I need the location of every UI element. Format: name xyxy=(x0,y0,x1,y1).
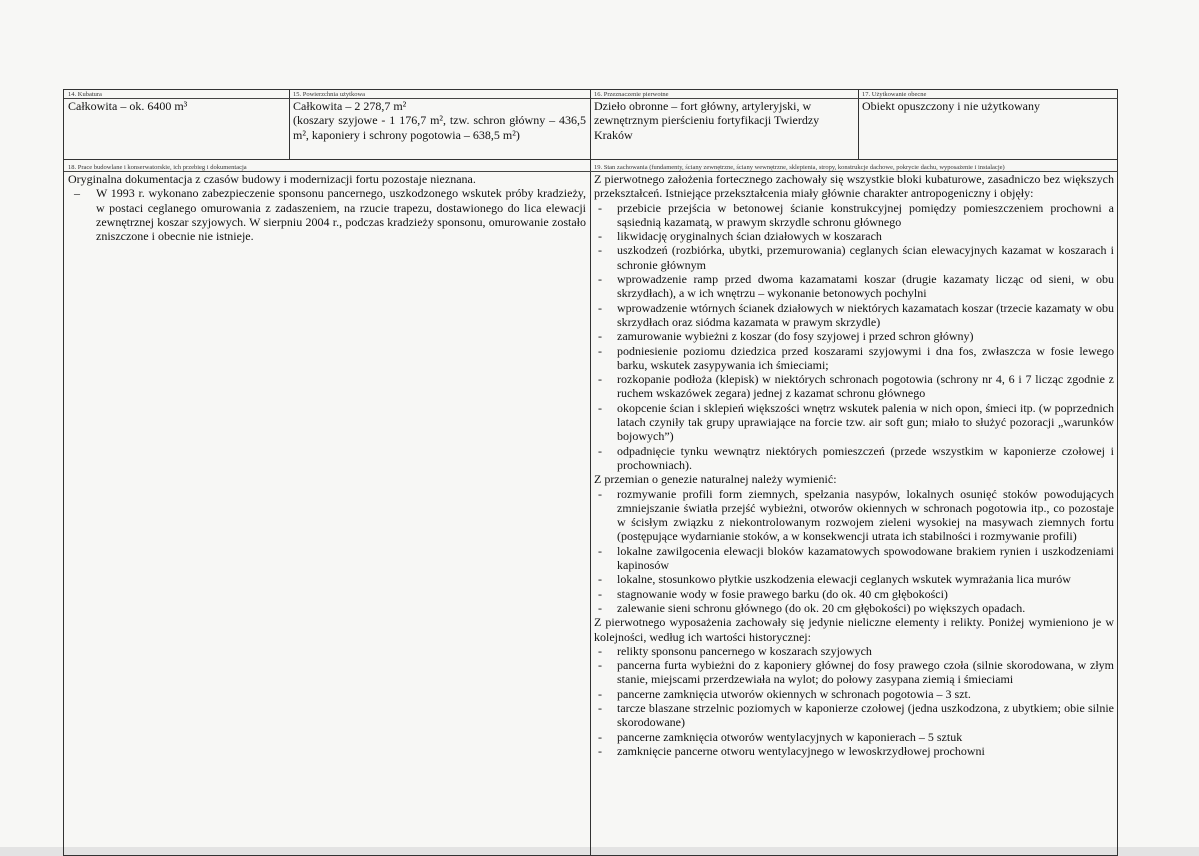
list-item: - lokalne, stosunkowo płytkie uszkodzenia elewacji ceglanych wskutek wymrażania lica murów xyxy=(598,572,1071,587)
list-item-text: rozkopanie podłoża (klepisk) w niektórych schronach pogotowia (schrony nr 4, 6 i 7 licząc zgodnie z ruchem wskazówek zegara) jednej z kazamat schronu głównego xyxy=(617,372,1114,401)
list-item: - uszkodzeń (rozbiórka, ubytki, przemurowania) ceglanych ścian elewacyjnych kazamat w koszarach i schronie głównym xyxy=(598,243,1114,272)
cell-14-kubatura xyxy=(64,90,289,159)
list-item: - zamknięcie pancerne otworu wentylacyjnego w lewoskrzydłowej prochowni xyxy=(598,743,985,758)
cell-19-stan-zachowania xyxy=(590,163,1118,855)
list-item: - relikty sponsonu pancernego w koszarach szyjowych xyxy=(598,643,872,658)
cell-header: 14. Kubatura xyxy=(64,90,289,99)
equipment-list xyxy=(594,644,1114,758)
list-item-text: pancerna furta wybieżni do z kaponiery głównej do fosy prawego czoła (silnie skorodowana, w złym stanie, miejscami przerdzewiała na wylot; do połowy zasypana ziemią i śmieciami xyxy=(617,658,1114,687)
list-item-text: pancerne zamknięcia utworów okiennych w schronach pogotowia – 3 szt. xyxy=(617,686,971,701)
list-item-text: wprowadzenie wtórnych ścianek działowych w niektórych kazamatach koszar (trzecie kazamaty w obu skrzydłach oraz siódma kazamata w prawym skrzydle) xyxy=(617,300,1114,329)
list-item: - podniesienie poziomu dziedzica przed koszarami szyjowymi i dna fos, zwłaszcza w fosie lewego barku, wskutek zasypywania ich śmieciami; xyxy=(598,343,1114,372)
list-item: - zamurowanie wybieżni z koszar (do fosy szyjowej i przed schron główny) xyxy=(598,329,974,344)
list-item-text: zamknięcie pancerne otworu wentylacyjnego w lewoskrzydłowej prochowni xyxy=(617,743,985,758)
cell-text: Całkowita – 2 278,7 m² xyxy=(293,99,407,113)
table-row-bottom xyxy=(63,160,1118,856)
list-item-text: zamurowanie wybieżni z koszar (do fosy szyjowej i przed schron główny) xyxy=(617,329,974,344)
list-item: - okopcenie ścian i sklepień większości wnętrz wskutek palenia w nich opon, śmieci itp. (w poprzednich latach czyniły tak grupy uprawiające na forcie tzw. air soft gun; miało to służyć pozoracji „warunków bojowych”) xyxy=(598,400,1114,444)
cell-17-uzytkowanie xyxy=(858,90,1118,159)
list-item: - rozmywanie profili form ziemnych, spełzania nasypów, lokalnych osunięć stoków powodujących zmniejszanie światła przejść wybieżni, otworów okiennych w schronach pogotowia itp., co pozostaje w ścisłym związku z niekontrolowanym rozwojem zieleni wysokiej na masywach ziemnych fortu (postępujące wydarnianie stoków, a w konsekwencji utrata ich stabilności i rozmywanie profili) xyxy=(598,486,1114,544)
cell-16-przeznaczenie xyxy=(590,90,858,159)
cell-text: Całkowita – ok. 6400 m³ xyxy=(68,99,188,113)
list-item-text: tarcze blaszane strzelnic poziomych w kaponierze czołowej (jedna uszkodzona, z ubytkiem; obie silnie skorodowane) xyxy=(617,700,1114,730)
list-item-text: stagnowanie wody w fosie prawego barku (do ok. 40 cm głębokości) xyxy=(617,586,948,601)
list-item-text: podniesienie poziomu dziedzica przed koszarami szyjowymi i dna fos, zwłaszcza w fosie lewego barku, wskutek zasypywania ich śmieciami; xyxy=(617,343,1114,372)
anthropogenic-list xyxy=(594,201,1114,473)
list-item: - lokalne zawilgocenia elewacji bloków kazamatowych spowodowane brakiem rynien i uszkodzeniami kapinosów xyxy=(598,543,1114,573)
cell-header: 15. Powierzchnia użytkowa xyxy=(289,90,590,99)
list-item: - pancerna furta wybieżni do z kaponiery głównej do fosy prawego czoła (silnie skorodowana, w złym stanie, miejscami przerdzewiała na wylot; do połowy zasypana ziemią i śmieciami xyxy=(598,658,1114,687)
table-row-top xyxy=(63,89,1118,160)
cell-text: (koszary szyjowe - 1 176,7 m², tzw. schron główny – 436,5 m², kaponiery i schrony pogotowia – 638,5 m²) xyxy=(293,113,586,142)
list-item-text: relikty sponsonu pancernego w koszarach szyjowych xyxy=(617,643,872,658)
list-item: - przebicie przejścia w betonowej ścianie konstrukcyjnej pomiędzy pomieszczeniem prochowni a sąsiednią kazamatą, w prawym skrzydle schronu głównego xyxy=(598,200,1114,229)
cell-intro: Z pierwotnego założenia fortecznego zachowały się wszystkie bloki kubaturowe, zasadniczo bez większych przekształceń. Istniejące przekształcenia miały głównie charakter antropogeniczny i objęły: xyxy=(594,172,1114,201)
list-item: - pancerne zamknięcia otworów wentylacyjnych w kaponierach – 5 sztuk xyxy=(598,729,963,744)
list-item-text: rozmywanie profili form ziemnych, spełzania nasypów, lokalnych osunięć stoków powodujących zmniejszanie światła przejść wybieżni, otworów okiennych w schronach pogotowia itp., co pozostaje w ścisłym związku z niekontrolowanym rozwojem zieleni wysokiej na masywach ziemnych fortu (postępujące wydarnianie stoków, a w konsekwencji utrata ich stabilności i rozmywanie profili) xyxy=(617,486,1114,544)
list-item-text: pancerne zamknięcia otworów wentylacyjnych w kaponierach – 5 sztuk xyxy=(617,729,963,744)
list-item: - tarcze blaszane strzelnic poziomych w kaponierze czołowej (jedna uszkodzona, z ubytkiem; obie silnie skorodowane) xyxy=(598,700,1114,730)
cell-intro: Z pierwotnego wyposażenia zachowały się jedynie nieliczne elementy i relikty. Poniżej wymieniono je w kolejności, według ich wartości historycznej: xyxy=(594,615,1114,644)
list-item-text: odpadnięcie tynku wewnątrz niektórych pomieszczeń (przede wszystkim w kaponierze czołowej i prochowniach). xyxy=(617,443,1114,472)
cell-intro: Z przemian o genezie naturalnej należy wymienić: xyxy=(594,472,837,487)
list-item-text: okopcenie ścian i sklepień większości wnętrz wskutek palenia w nich opon, śmieci itp. (w poprzednich latach czyniły tak grupy uprawiające na forcie tzw. air soft gun; miało to służyć pozoracji „warunków bojowych”) xyxy=(617,400,1114,444)
cell-text: Dzieło obronne – fort główny, artyleryjski, w zewnętrznym pierścieniu fortyfikacji Twierdzy Kraków xyxy=(594,99,820,142)
list-item-text: przebicie przejścia w betonowej ścianie konstrukcyjnej pomiędzy pomieszczeniem prochowni a sąsiednią kazamatą, w prawym skrzydle schronu głównego xyxy=(617,200,1114,229)
list-item-text: zalewanie sieni schronu głównego (do ok. 20 cm głębokości) po większych opadach. xyxy=(617,600,1026,615)
list-item-text: uszkodzeń (rozbiórka, ubytki, przemurowania) ceglanych ścian elewacyjnych kazamat w koszarach i schronie głównym xyxy=(617,243,1114,272)
cell-header: 18. Prace budowlane i konserwatorskie, ich przebieg i dokumentacja xyxy=(64,163,590,172)
list-item: - zalewanie sieni schronu głównego (do ok. 20 cm głębokości) po większych opadach. xyxy=(598,600,1026,615)
list-item-text: lokalne zawilgocenia elewacji bloków kazamatowych spowodowane brakiem rynien i uszkodzeniami kapinosów xyxy=(617,543,1114,573)
cell-intro: Oryginalna dokumentacja z czasów budowy i modernizacji fortu pozostaje nieznana. xyxy=(68,172,476,186)
list-item: - wprowadzenie wtórnych ścianek działowych w niektórych kazamatach koszar (trzecie kazamaty w obu skrzydłach oraz siódma kazamata w prawym skrzydle) xyxy=(598,300,1114,329)
list-item: - wprowadzenie ramp przed dwoma kazamatami koszar (drugie kazamaty licząc od sieni, w obu skrzydłach), a w ich wnętrzu – wykonanie betonowych pochylni xyxy=(598,272,1114,301)
list-item-text: lokalne, stosunkowo płytkie uszkodzenia elewacji ceglanych wskutek wymrażania lica murów xyxy=(617,572,1071,587)
list-item: - odpadnięcie tynku wewnątrz niektórych pomieszczeń (przede wszystkim w kaponierze czołowej i prochowniach). xyxy=(598,443,1114,472)
cell-header: 17. Użytkowanie obecne xyxy=(858,90,1118,99)
cell-18-prace xyxy=(64,163,590,855)
list-item: - rozkopanie podłoża (klepisk) w niektórych schronach pogotowia (schrony nr 4, 6 i 7 licząc zgodnie z ruchem wskazówek zegara) jednej z kazamat schronu głównego xyxy=(598,372,1114,401)
cell-15-powierzchnia xyxy=(289,90,590,159)
list-item: – W 1993 r. wykonano zabezpieczenie sponsonu pancernego, uszkodzonego wskutek próby kradzieży, w postaci ceglanego omurowania z zadaszeniem, na rzucie trapezu, dostawionego do lica elewacji zewnętrznej koszar szyjowych. W sierpniu 2004 r., podczas kradzieży sponsonu, omurowanie zostało zniszczone i obecnie nie istnieje. xyxy=(74,186,586,244)
list-item: - likwidację oryginalnych ścian działowych w koszarach xyxy=(598,229,882,244)
list-item: - pancerne zamknięcia utworów okiennych w schronach pogotowia – 3 szt. xyxy=(598,686,971,701)
natural-list xyxy=(594,487,1114,616)
cell-header: 16. Przeznaczenie pierwotne xyxy=(590,90,858,99)
cell-header: 19. Stan zachowania (fundamenty, ściany zewnętrzne, ściany wewnętrzne, sklepienia, stropy, konstrukcje dachowe, pokrycie dachu, wyposażenie i instalacje) xyxy=(590,163,1118,172)
list-item-text: wprowadzenie ramp przed dwoma kazamatami koszar (drugie kazamaty licząc od sieni, w obu skrzydłach), a w ich wnętrzu – wykonanie betonowych pochylni xyxy=(617,272,1114,301)
cell-text: Obiekt opuszczony i nie użytkowany xyxy=(862,99,1040,113)
list-item: - stagnowanie wody w fosie prawego barku (do ok. 40 cm głębokości) xyxy=(598,586,948,601)
list-item-text: likwidację oryginalnych ścian działowych w koszarach xyxy=(617,229,882,244)
